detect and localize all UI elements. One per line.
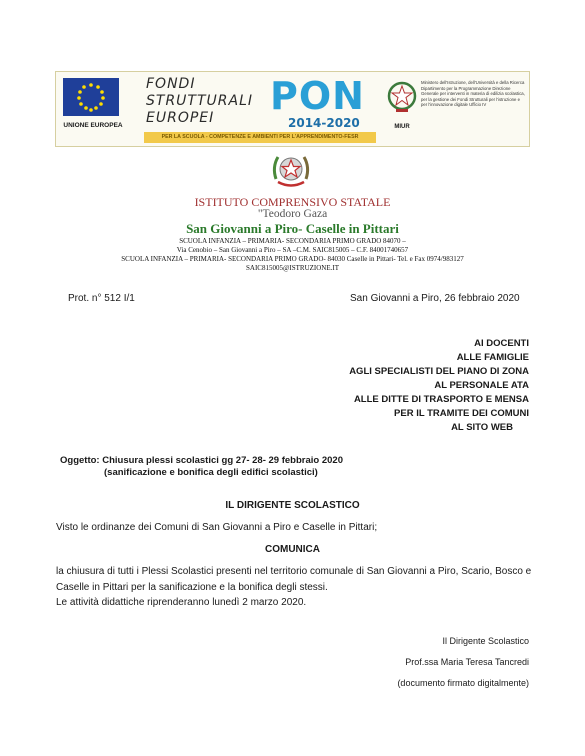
protocol-number: Prot. n° 512 I/1 <box>68 293 135 304</box>
recipient-line: ALLE DITTE DI TRASPORTO E MENSA <box>353 394 529 405</box>
closure-paragraph: la chiusura di tutti i Plessi Scolastici presenti nel territorio comunale di San Giovanni a Piro, Scario, Bosco e Caselle in Pittari per la sanificazione e la bonifica degli stessi. <box>56 566 532 593</box>
fondi-line-2: STRUTTURALI <box>146 93 253 109</box>
pon-years: 2014-2020 <box>288 116 360 130</box>
pon-logo-text: PON <box>270 74 365 118</box>
school-title: ISTITUTO COMPRENSIVO STATALE <box>194 195 391 209</box>
recipient-line: AI DOCENTI <box>474 338 529 349</box>
signature-role: Il Dirigente Scolastico <box>442 636 529 646</box>
school-info-line-3: SCUOLA INFANZIA – PRIMARIA- SECONDARIA PRIMO GRADO- 84030 Caselle in Pittari- Tel. e Fax 0974/983127 <box>121 255 464 263</box>
republic-emblem-icon <box>270 149 312 191</box>
signature-note: (documento firmato digitalmente) <box>397 678 529 688</box>
fondi-line-1: FONDI <box>146 76 196 92</box>
recipient-line: AGLI SPECIALISTI DEL PIANO DI ZONA <box>349 366 529 377</box>
eu-label: UNIONE EUROPEA <box>63 122 123 129</box>
recipient-line: PER IL TRAMITE DEI COMUNI <box>394 408 529 419</box>
resume-paragraph: Le attività didattiche riprenderanno lunedì 2 marzo 2020. <box>56 597 307 608</box>
pon-banner <box>55 71 530 147</box>
banner-stripe: PER LA SCUOLA - COMPETENZE E AMBIENTI PER L'APPRENDIMENTO-FESR <box>144 132 376 143</box>
signature-name: Prof.ssa Maria Teresa Tancredi <box>405 657 529 667</box>
visto-line: Visto le ordinanze dei Comuni di San Giovanni a Piro e Caselle in Pittari; <box>56 522 378 533</box>
recipient-line: AL PERSONALE ATA <box>434 380 529 391</box>
subject-line: Oggetto: Chiusura plessi scolastici gg 27- 28- 29 febbraio 2020 <box>60 455 343 466</box>
fondi-line-3: EUROPEI <box>146 110 215 126</box>
italian-emblem-icon <box>387 80 417 114</box>
school-info-line-1: SCUOLA INFANZIA – PRIMARIA- SECONDARIA PRIMO GRADO 84070 – <box>179 237 406 245</box>
school-name: "Teodoro Gaza <box>257 208 328 220</box>
school-town: San Giovanni a Piro- Caselle in Pittari <box>186 221 399 236</box>
dirigente-heading: IL DIRIGENTE SCOLASTICO <box>225 500 360 511</box>
eu-flag-icon <box>63 78 119 116</box>
recipient-line: AL SITO WEB <box>451 422 513 433</box>
comunica-heading: COMUNICA <box>265 544 320 555</box>
ministry-text: Ministero dell'Istruzione, dell'Università e della Ricerca Dipartimento per la Programmazione Direzione Generale per interventi in materia di edilizia scolastica, per la gestione dei Fondi Strutturali per l'istruzione e per l'innovazione digitale Ufficio IV <box>421 80 525 107</box>
recipient-line: ALLE FAMIGLIE <box>456 352 529 363</box>
school-info-line-2: Via Cenobio – San Giovanni a Piro – SA –C.M. SAIC815005 – C.F. 84001740657 <box>176 246 409 254</box>
subject-detail: (sanificazione e bonifica degli edifici scolastici) <box>104 467 318 478</box>
letter-date: San Giovanni a Piro, 26 febbraio 2020 <box>350 293 520 304</box>
school-email: SAIC815005@ISTRUZIONE.IT <box>246 264 339 272</box>
miur-label: MIUR <box>394 124 410 130</box>
